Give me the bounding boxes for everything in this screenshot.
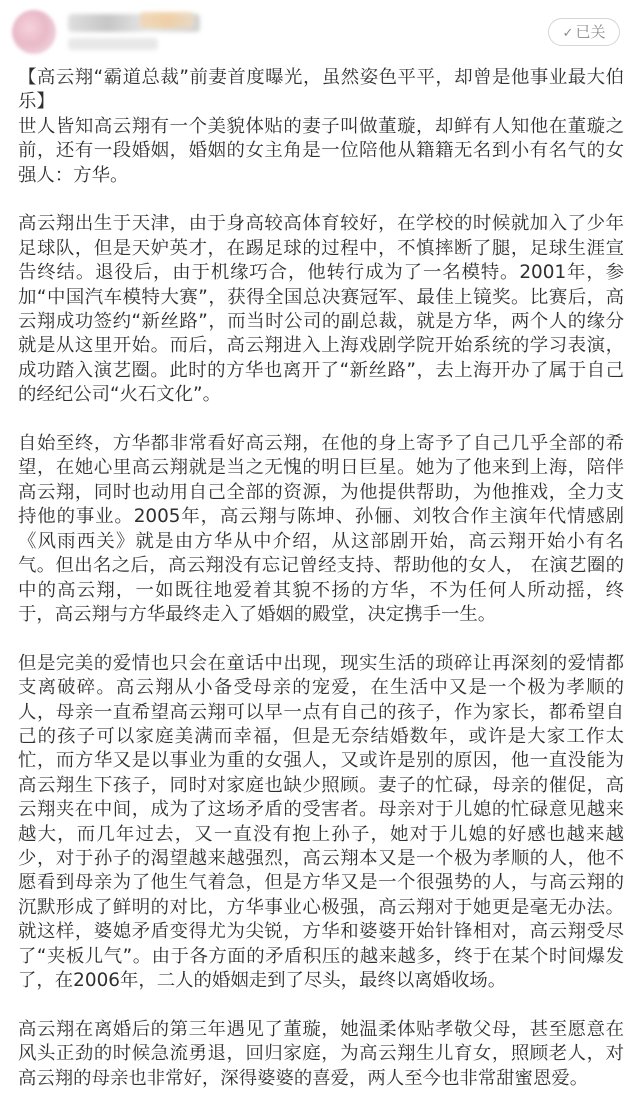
- followed-button[interactable]: [548, 18, 620, 46]
- article-paragraph: 自始至终，方华都非常看好高云翔，在他的身上寄予了自己几乎全部的希望，在她心里高云翔就是当之无愧的明日巨星。她为了他来到上海，陪伴高云翔，同时也动用自己全部的资源，为他提供帮助，为他推戏，全力支持他的事业。2005年，高云翔与陈坤、孙俪、刘牧合作主演年代情感剧《风雨西关》就是由方华从中介绍，从这部剧开始，高云翔开始小有名气。但出名之后，高云翔没有忘记曾经支持、帮助他的女人， 在演艺圈的中的高云翔，一如既往地爱着其貌不扬的方华，不为任何人所动摇，终于，高云翔与方华最终走入了婚姻的殿堂，决定携手一生。: [18, 433, 624, 625]
- article-paragraph: 但是完美的爱情也只会在童话中出现，现实生活的琐碎让再深刻的爱情都支离破碎。高云翔从小备受母亲的宠爱，在生活中又是一个极为孝顺的人，母亲一直希望高云翔可以早一点有自己的孩子，作为家长，都希望自己的孩子可以家庭美满而幸福，但是无奈结婚数年，或许是大家工作太忙，而方华又是以事业为重的女强人，又或许是别的原因，他一直没能为高云翔生下孩子，同时对家庭也缺少照顾。妻子的忙碌，母亲的催促，高云翔夹在中间，成为了这场矛盾的受害者。母亲对于儿媳的忙碌意见越来越大，而几年过去，又一直没有抱上孙子，她对于儿媳的好感也越来越少，对于孙子的渴望越来越强烈，高云翔本又是一个极为孝顺的人，他不愿看到母亲为了他生气着急，但是方华又是一个很强势的人，与高云翔的沉默形成了鲜明的对比，方华事业心极强，高云翔对于她更是毫无办法。就这样，婆媳矛盾变得尤为尖锐，方华和婆婆开始针锋相对，高云翔受尽了“夹板儿气”。由于各方面的矛盾积压的越来越多，终于在某个时间爆发了，在2006年，二人的婚姻走到了尽头，最终以离婚收场。: [18, 652, 624, 991]
- post-header: [0, 0, 640, 62]
- article-body: [18, 66, 624, 1115]
- article-paragraph: 高云翔出生于天津，由于身高较高体育较好，在学校的时候就加入了少年足球队，但是天妒英才，在踢足球的过程中，不慎摔断了腿，足球生涯宣告终结。退役后，由于机缘巧合，他转行成为了一名模特。2001年，参加“中国汽车模特大赛”，获得全国总决赛冠军、最佳上镜奖。比赛后，高云翔成功签约“新丝路”，而当时公司的副总裁，就是方华，两个人的缘分就是从这里开始。而后，高云翔进入上海戏剧学院开始系统的学习表演，成功踏入演艺圈。此时的方华也离开了“新丝路”，去上海开办了属于自己的经纪公司“火石文化”。: [18, 213, 624, 406]
- avatar[interactable]: [12, 10, 56, 54]
- article-title: 【高云翔“霸道总裁”前妻首度曝光，虽然姿色平平，却曾是他事业最大伯乐】: [18, 67, 624, 113]
- blurred-user-subtitle: [68, 38, 158, 50]
- followed-button-label: 已关: [575, 23, 606, 41]
- check-icon: ✓: [562, 26, 574, 41]
- article-paragraph: 高云翔在离婚后的第三年遇见了董璇，她温柔体贴孝敬父母，甚至愿意在风头正劲的时候急流勇退，回归家庭，为高云翔生儿育女，照顾老人，对高云翔的母亲也非常好，深得婆婆的喜爱，两人至今也非常甜蜜恩爱。: [18, 1018, 624, 1089]
- blurred-user-badge: [140, 12, 194, 28]
- article-paragraph: 世人皆知高云翔有一个美貌体贴的妻子叫做董璇，却鲜有人知他在董璇之前，还有一段婚姻，婚姻的女主角是一位陪他从籍籍无名到小有名气的女强人：方华。: [18, 115, 624, 186]
